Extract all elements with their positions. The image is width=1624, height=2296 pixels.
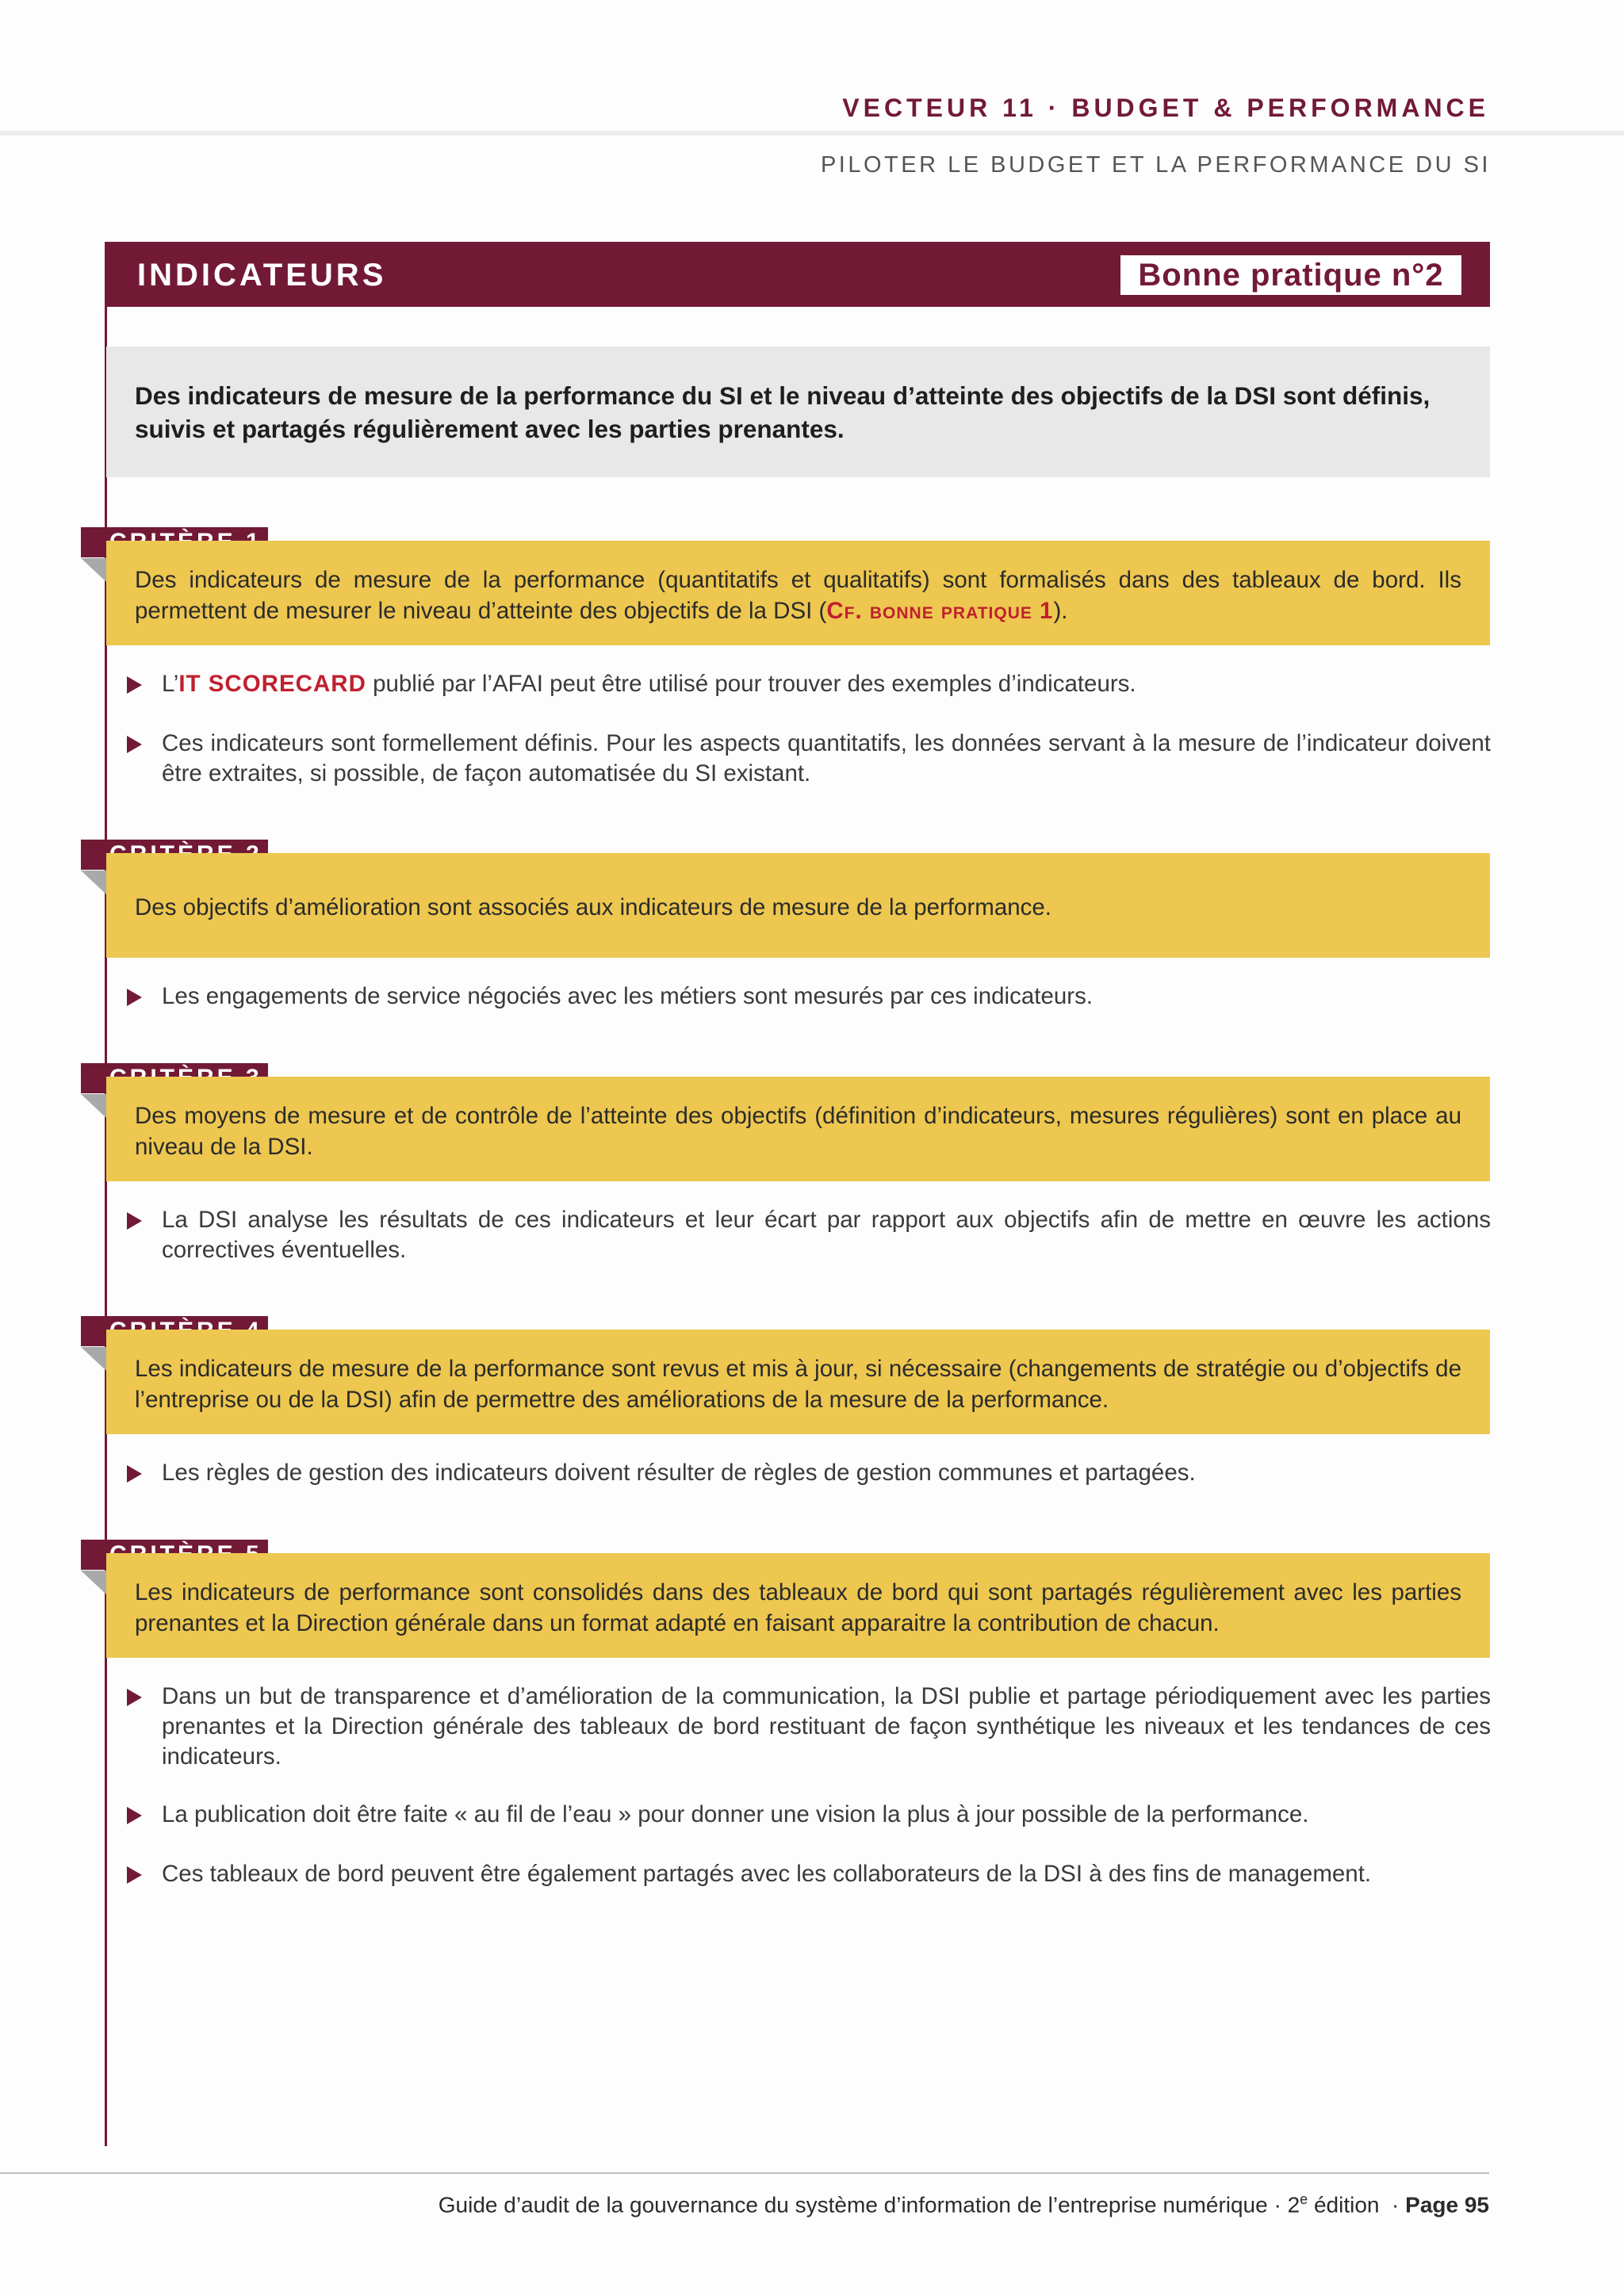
criterion-text-4: Les indicateurs de mesure de la performance sont revus et mis à jour, si nécessaire (changements de stratégie ou d’objectifs de l’entreprise ou de la DSI) afin de permettre des améliorations de la mesure de la performance. xyxy=(135,1356,1461,1413)
criterion-text-5: Les indicateurs de performance sont consolidés dans des tableaux de bord qui sont partagés régulièrement avec les parties prenantes et la Direction générale dans un format adapté en faisant apparaitre la contribution de chacun. xyxy=(135,1579,1461,1636)
bullet-item xyxy=(127,1682,1491,1772)
it-scorecard-highlight: IT SCORECARD xyxy=(178,671,366,697)
bullet-item xyxy=(127,1800,1491,1830)
section-title: INDICATEURS xyxy=(137,258,387,293)
bullet-text-post: publié par l’AFAI peut être utilisé pour trouver des exemples d’indicateurs. xyxy=(366,671,1136,697)
bullet-text: La publication doit être faite « au fil de l’eau » pour donner une vision la plus à jour possible de la performance. xyxy=(162,1801,1309,1827)
criterion-tab-fold xyxy=(81,1094,106,1118)
criterion-text-2: Des objectifs d’amélioration sont associés aux indicateurs de mesure de la performance. xyxy=(135,894,1052,920)
footer-edition: édition · xyxy=(1308,2192,1406,2218)
bullet-arrow-icon xyxy=(127,1689,142,1706)
bullet-text: Dans un but de transparence et d’amélioration de la communication, la DSI publie et partage périodiquement avec les parties prenantes et la Direction générale des tableaux de bord restituant de façon synthétique les niveaux et les tendances de ces indicateurs. xyxy=(162,1683,1491,1770)
bullet-arrow-icon xyxy=(127,1212,142,1230)
bullet-arrow-icon xyxy=(127,989,142,1006)
header-divider xyxy=(0,131,1624,136)
criterion-box-2 xyxy=(106,853,1490,958)
criterion-text-1-main: Des indicateurs de mesure de la performance (quantitatifs et qualitatifs) sont formalisés dans des tableaux de bord. Ils permettent de mesurer le niveau d’atteinte des objectifs de la DSI ( xyxy=(135,567,1461,624)
bullet-text-pre: L’ xyxy=(162,671,179,697)
bullet-arrow-icon xyxy=(127,676,142,694)
bullet-item xyxy=(127,982,1491,1012)
bullet-arrow-icon xyxy=(127,1465,142,1483)
criterion-text-1-end: ). xyxy=(1053,598,1068,624)
criterion-tab-fold xyxy=(81,1347,106,1371)
vector-title: VECTEUR 11 · BUDGET & PERFORMANCE xyxy=(842,94,1489,122)
bullet-item xyxy=(127,729,1491,789)
bullet-text: Les engagements de service négociés avec les métiers sont mesurés par ces indicateurs. xyxy=(162,983,1094,1009)
page-number: Page 95 xyxy=(1405,2192,1489,2218)
cross-reference-link[interactable]: Cf. bonne pratique 1 xyxy=(826,598,1054,624)
bullet-text: Les règles de gestion des indicateurs doivent résulter de règles de gestion communes et partagées. xyxy=(162,1460,1196,1486)
bullet-text: Ces tableaux de bord peuvent être également partagés avec les collaborateurs de la DSI à des fins de management. xyxy=(162,1861,1372,1887)
bullet-text: Ces indicateurs sont formellement définis. Pour les aspects quantitatifs, les données servant à la mesure de l’indicateur doivent être extraites, si possible, de façon automatisée du SI existant. xyxy=(162,730,1491,786)
bullet-item xyxy=(127,1859,1491,1889)
bullet-text: La DSI analyse les résultats de ces indicateurs et leur écart par rapport aux objectifs afin de mettre en œuvre les actions correctives éventuelles. xyxy=(162,1207,1491,1263)
section-band xyxy=(106,242,1490,307)
intro-statement: Des indicateurs de mesure de la performance du SI et le niveau d’atteinte des objectifs de la DSI sont définis, suivis et partagés régulièrement avec les parties prenantes. xyxy=(106,346,1490,477)
criterion-tab-fold xyxy=(81,1571,106,1594)
page-footer xyxy=(439,2191,1489,2218)
page-subtitle: PILOTER LE BUDGET ET LA PERFORMANCE DU SI xyxy=(820,152,1491,178)
criterion-text-3: Des moyens de mesure et de contrôle de l’atteinte des objectifs (définition d’indicateurs, mesures régulières) sont en place au niveau de la DSI. xyxy=(135,1103,1461,1160)
bullet-arrow-icon xyxy=(127,1807,142,1824)
bullet-item xyxy=(127,1205,1491,1265)
criterion-box-1 xyxy=(106,541,1490,645)
bullet-item xyxy=(127,1458,1491,1488)
footer-text: Guide d’audit de la gouvernance du système d’information de l’entreprise numérique · 2 xyxy=(438,2192,1300,2218)
criterion-tab-fold xyxy=(81,558,106,582)
bullet-item xyxy=(127,669,1491,699)
bullet-arrow-icon xyxy=(127,1866,142,1884)
criterion-box-3 xyxy=(106,1077,1490,1181)
practice-badge: Bonne pratique n°2 xyxy=(1120,255,1461,295)
footer-divider xyxy=(0,2172,1489,2174)
criterion-tab-fold xyxy=(81,871,106,894)
bullet-arrow-icon xyxy=(127,736,142,753)
criterion-box-5 xyxy=(106,1553,1490,1658)
criterion-text-1 xyxy=(135,564,1461,626)
footer-superscript: e xyxy=(1300,2191,1308,2207)
criterion-box-4 xyxy=(106,1330,1490,1434)
